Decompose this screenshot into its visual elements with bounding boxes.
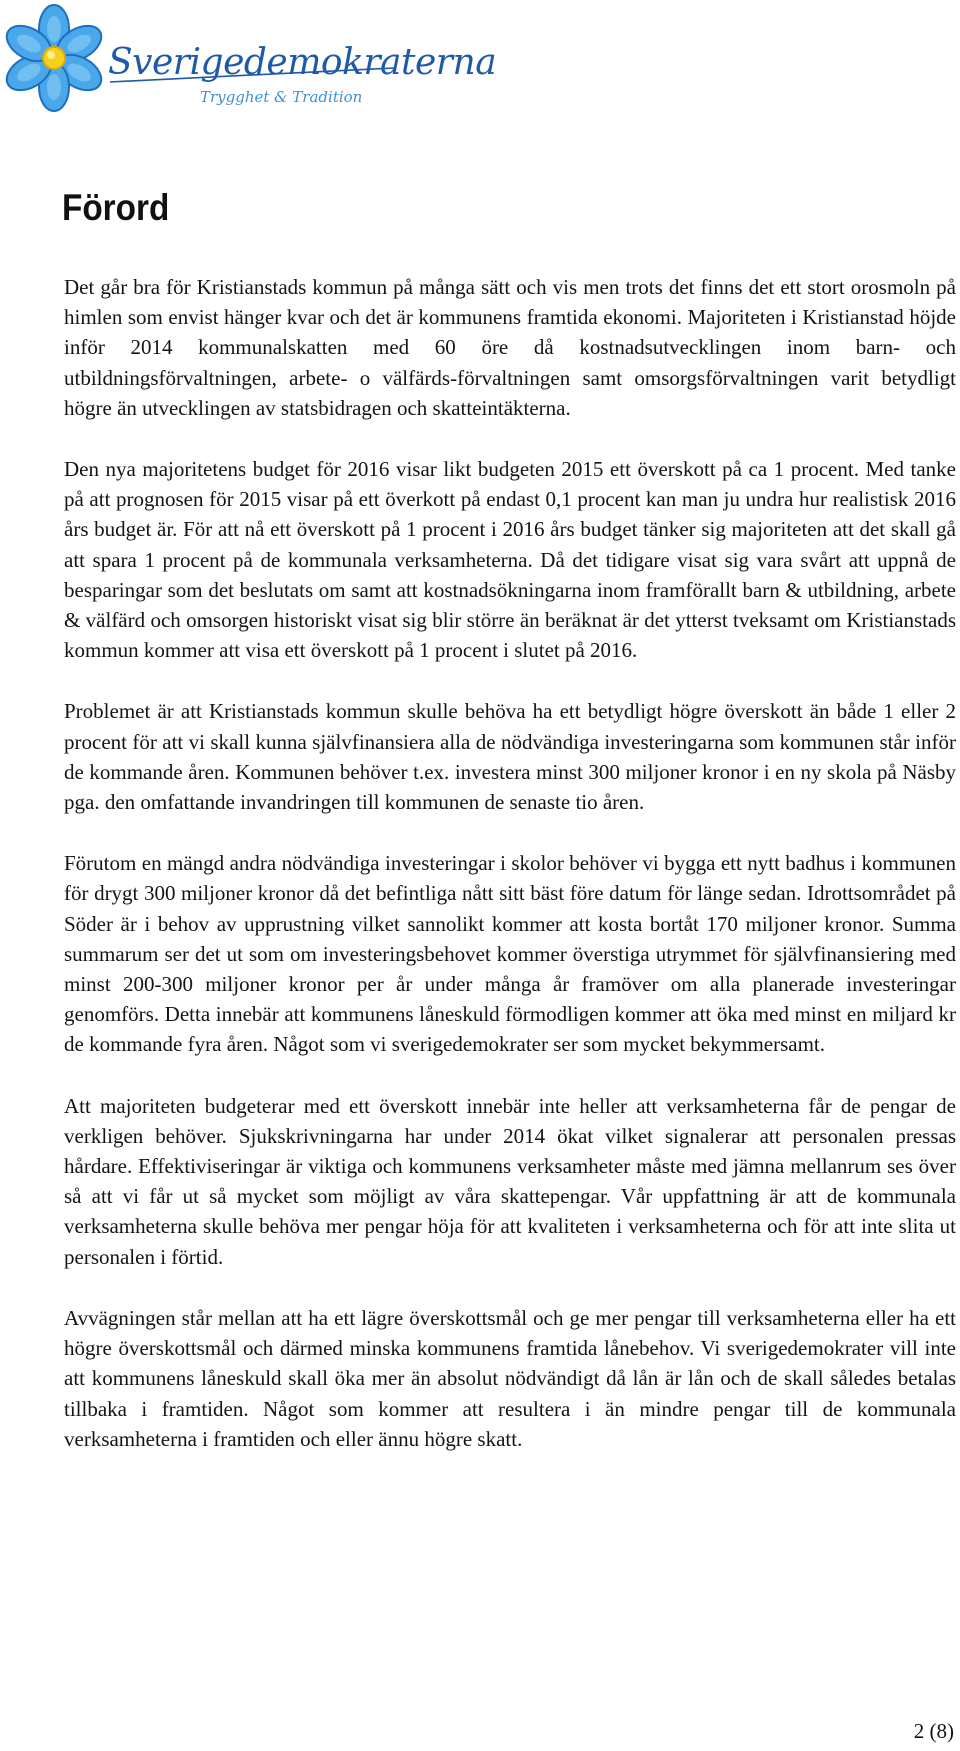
logo-graphic: [2, 2, 497, 114]
paragraph: Det går bra för Kristianstads kommun på många sätt och vis men trots det finns det ett stort orosmoln på himlen som envist hänger kvar och det är kommunens framtida ekonomi. Majoriteten i Kristianstad höjde inför 2014 kommunalskatten med 60 öre då kostnadsutvecklingen inom barn- och utbildningsförvaltningen, arbete- o välfärds-förvaltningen samt omsorgsförvaltningen varit betydligt högre än utvecklingen av statsbidragen och skatteintäkterna.: [64, 275, 956, 420]
paragraph: Avvägningen står mellan att ha ett lägre överskottsmål och ge mer pengar till verksamheterna eller ha ett högre överskottsmål och därmed minska kommunens framtida lånebehov. Vi sverigedemokrater vill inte att kommunens låneskuld skall öka mer än absolut nödvändigt då lån är lån och de skall således betalas tillbaka i framtiden. Något som kommer att resultera i än mindre pengar till de kommunala verksamheterna i framtiden och eller ännu högre skatt.: [64, 1305, 956, 1451]
logo-tagline: Trygghet & Tradition: [200, 88, 363, 106]
party-logo: [2, 2, 497, 114]
paragraph: Den nya majoritetens budget för 2016 visar likt budgeten 2015 ett överskott på ca 1 procent. Med tanke på att prognosen för 2015 visar på ett överkott på endast 0,1 procent kan man ju undra hur realistisk 2016 års budget är. För att nå ett överskott på 1 procent i 2016 års budget tänker sig majoriteten att det skall gå att spara 1 procent på de kommunala verksamheterna. Då det tidigare visat sig vara svårt att uppnå de besparingar som det beslutats om samt att kostnadsökningarna inom framförallt barn & utbildning, arbete & välfärd och omsorgen historiskt visat sig blir större än beräknat är det ytterst tveksamt om Kristianstads kommun kommer att visa ett överskott på 1 procent i slutet på 2016.: [64, 457, 956, 663]
page-number: 2 (8): [913, 1719, 954, 1743]
document-body: [64, 272, 956, 1485]
paragraph: Förutom en mängd andra nödvändiga investeringar i skolor behöver vi bygga ett nytt badhus i kommunen för drygt 300 miljoner kronor då det befintliga nått sitt bäst före datum för länge sedan. Idrottsområdet på Söder är i behov av upprustning vilket sannolikt kommer att kosta bortåt 170 miljoner kronor. Summa summarum ser det ut som om investeringsbehovet kommer överstiga utrymmet för självfinansiering med minst 200-300 miljoner kronor per år under många år framöver om alla planerade investeringar genomförs. Detta innebär att kommunens låneskuld förmodligen kommer att öka med minst en miljard kr de kommande fyra åren. Något som vi sverigedemokrater ser som mycket bekymmersamt.: [64, 851, 956, 1057]
paragraph: Att majoriteten budgeterar med ett överskott innebär inte heller att verksamheterna får de pengar de verkligen behöver. Sjukskrivningarna har under 2014 ökat vilket signalerar att personalen pressas hårdare. Effektiviseringar är viktiga och kommunens verksamheter måste med jämna mellanrum ses över så att vi får ut så mycket som möjligt av våra skattepengar. Vår uppfattning är att de kommunala verksamheterna skulle behöva mer pengar höja för att kvaliteten i verksamheterna och för att inte slita ut personalen i förtid.: [64, 1093, 956, 1269]
page-title: Förord: [62, 187, 170, 228]
flower-icon: [1, 5, 108, 111]
logo-name: Sverigedemokraterna: [108, 42, 497, 83]
paragraph: Problemet är att Kristianstads kommun skulle behöva ha ett betydligt högre överskott än både 1 eller 2 procent för att vi skall kunna självfinansiera alla de nödvändiga investeringarna som kommunen står inför de kommande åren. Kommunen behöver t.ex. investera minst 300 miljoner kronor i en ny skola på Näsby pga. den omfattande invandringen till kommunen de senaste tio åren.: [64, 699, 956, 815]
